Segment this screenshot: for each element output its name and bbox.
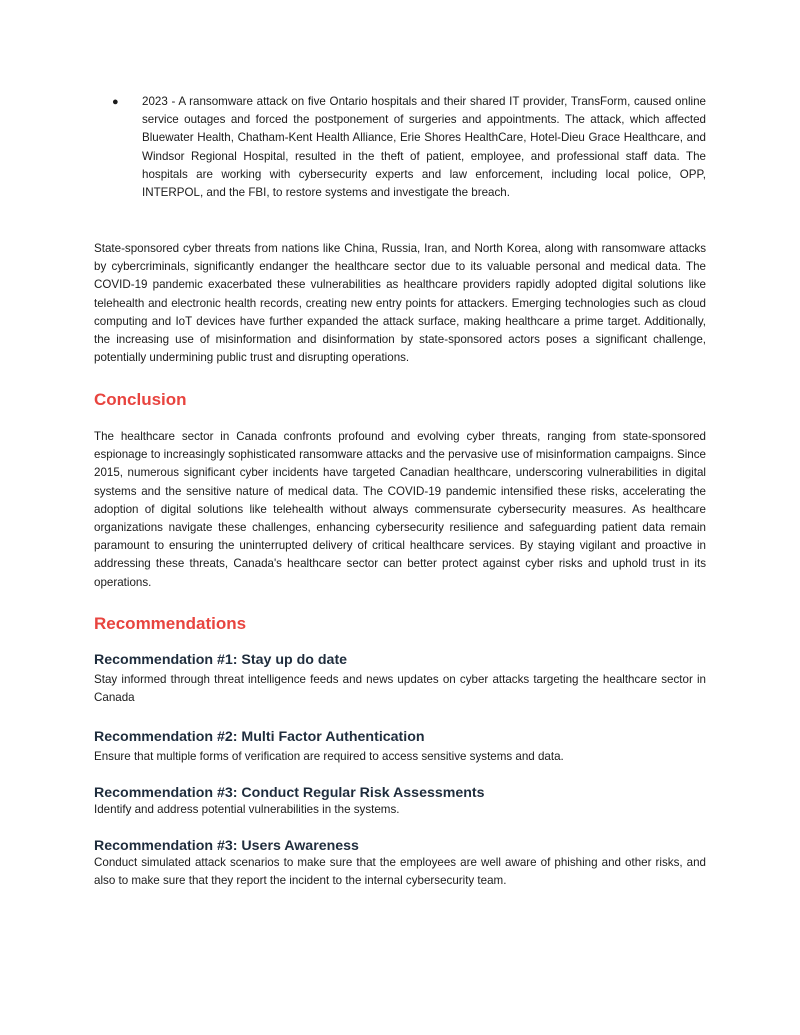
recommendation-1-title: Recommendation #1: Stay up do date bbox=[94, 652, 348, 668]
bullet-text: 2023 - A ransomware attack on five Ontario hospitals and their shared IT provider, TransForm, caused online service outages and forced the postponement of surgeries and appointments. The attack, which affected Bluewater Health, Chatham-Kent Health Alliance, Erie Shores HealthCare, Hotel-Dieu Grace Healthcare, and Windsor Regional Hospital, resulted in the theft of patient, employee, and professional staff data. The hospitals are working with cybersecurity experts and law enforcement, including local police, OPP, INTERPOL, and the FBI, to restore systems and investigate the breach. bbox=[142, 95, 706, 200]
recommendation-1-text: Stay informed through threat intelligence feeds and news updates on cyber attacks targeting the healthcare sector in Canada bbox=[94, 673, 706, 705]
threats-paragraph: State-sponsored cyber threats from nations like China, Russia, Iran, and North Korea, along with ransomware attacks by cybercriminals, significantly endanger the healthcare sector due to its valuable personal and medical data. The COVID-19 pandemic exacerbated these vulnerabilities as healthcare providers rapidly adopted digital solutions like telehealth and electronic health records, creating new entry points for attackers. Emerging technologies such as cloud computing and IoT devices have further expanded the attack surface, making healthcare a prime target. Additionally, the increasing use of misinformation and disinformation by state-sponsored actors poses a significant challenge, potentially undermining public trust and disrupting operations. bbox=[94, 242, 706, 365]
conclusion-heading: Conclusion bbox=[94, 390, 187, 409]
recommendation-3-text: Identify and address potential vulnerabilities in the systems. bbox=[94, 803, 400, 816]
recommendation-2-text: Ensure that multiple forms of verification are required to access sensitive systems and data. bbox=[94, 750, 564, 763]
recommendation-3-title: Recommendation #3: Conduct Regular Risk Assessments bbox=[94, 785, 485, 801]
recommendation-2-title: Recommendation #2: Multi Factor Authentication bbox=[94, 729, 425, 745]
incident-bullet-item bbox=[112, 93, 706, 202]
recommendation-4-text: Conduct simulated attack scenarios to make sure that the employees are well aware of phishing and other risks, and also to make sure that they report the incident to the internal cybersecurity team. bbox=[94, 856, 706, 888]
recommendations-heading: Recommendations bbox=[94, 614, 247, 633]
recommendation-4-title: Recommendation #3: Users Awareness bbox=[94, 838, 359, 854]
conclusion-paragraph: The healthcare sector in Canada confronts profound and evolving cyber threats, ranging from state-sponsored espionage to increasingly sophisticated ransomware attacks and the pervasive use of misinformation campaigns. Since 2015, numerous significant cyber incidents have targeted Canadian healthcare, underscoring vulnerabilities in digital systems and the sensitive nature of medical data. The COVID-19 pandemic intensified these risks, accelerating the adoption of digital solutions like telehealth without always commensurate cybersecurity measures. As healthcare organizations navigate these challenges, enhancing cybersecurity resilience and safeguarding patient data remain paramount to ensuring the uninterrupted delivery of critical healthcare services. By staying vigilant and proactive in addressing these threats, Canada's healthcare sector can better protect against cyber risks and uphold trust in its operations. bbox=[94, 430, 706, 589]
bullet-marker: ● bbox=[112, 96, 119, 108]
